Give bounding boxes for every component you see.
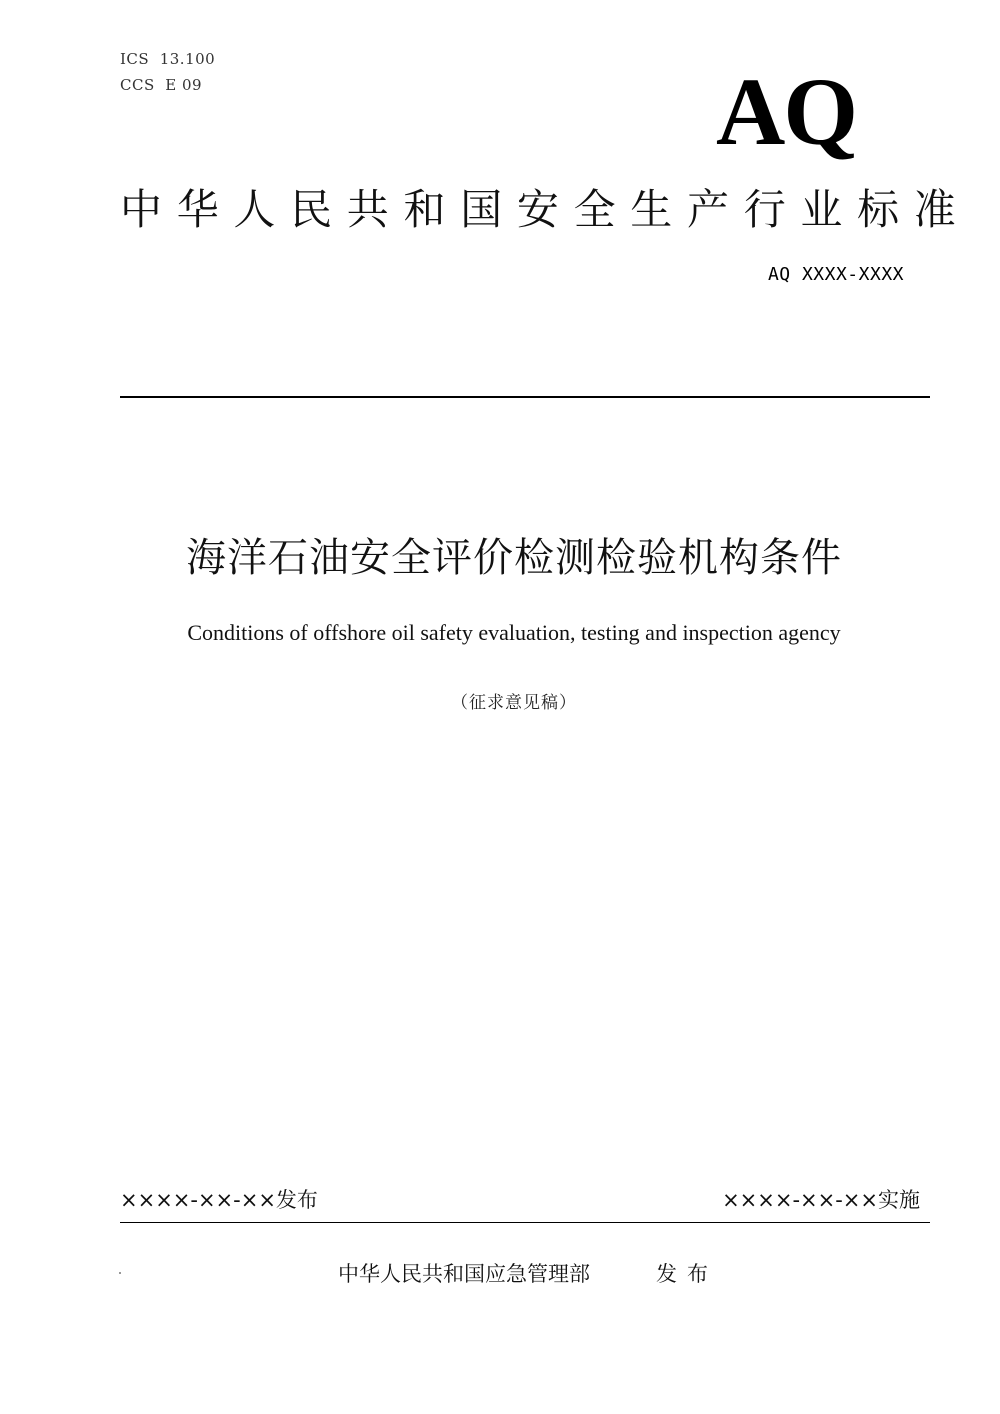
ccs-code: CCS E 09 [120,76,203,94]
standard-number: AQ XXXX-XXXX [767,264,904,285]
bottom-divider [120,1222,930,1223]
implementation-date: ××××-××-××实施 [722,1188,920,1212]
top-divider [120,396,930,398]
aq-logo: AQ [716,58,856,165]
document-title-english: Conditions of offshore oil safety evaluation, testing and inspection agency [187,620,841,645]
ics-code: ICS 13.100 [120,50,216,68]
issue-date: ××××-××-××发布 [120,1188,318,1212]
publisher-name: 中华人民共和国应急管理部 [338,1262,590,1286]
draft-status-note: （征求意见稿） [451,693,577,713]
standard-category-title: 中华人民共和国安全生产行业标准 [120,185,971,234]
publish-label: 发布 [656,1262,718,1286]
stray-dot-mark [119,1272,121,1274]
document-title-chinese: 海洋石油安全评价检测检验机构条件 [186,535,842,581]
